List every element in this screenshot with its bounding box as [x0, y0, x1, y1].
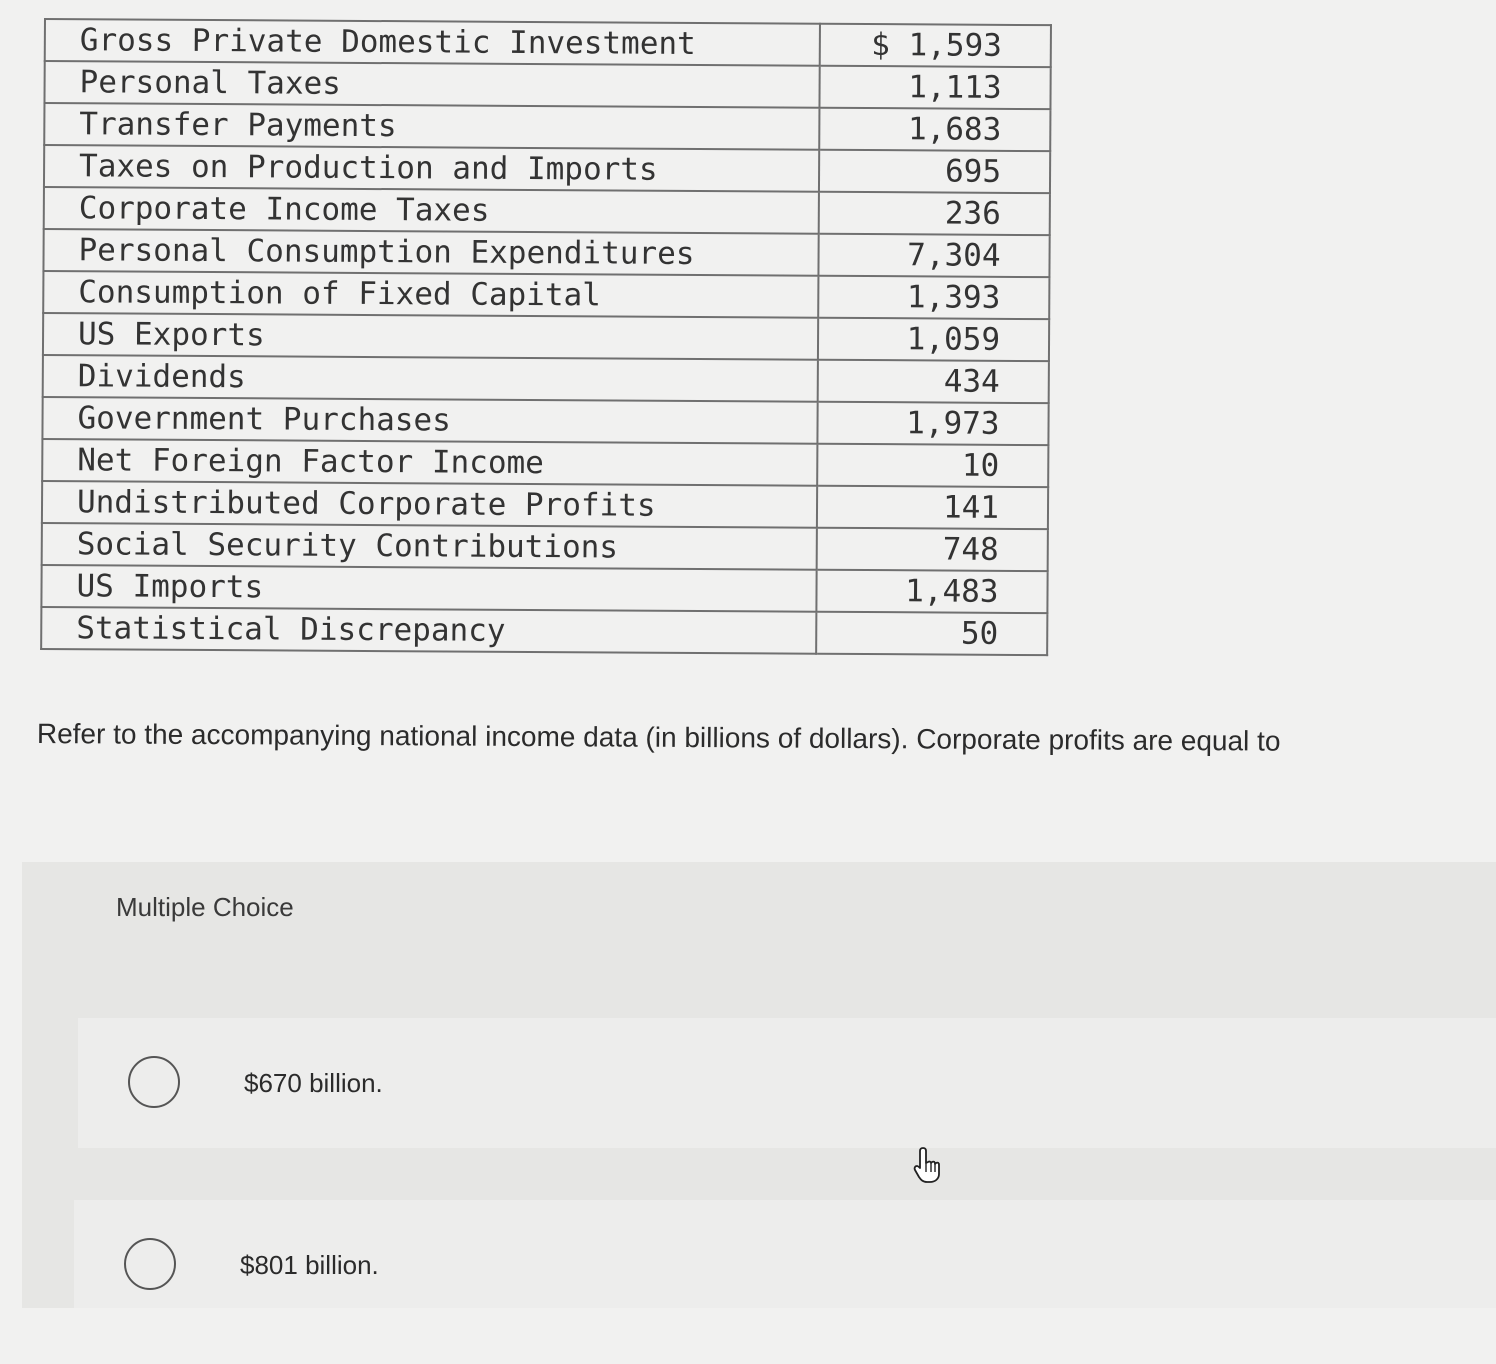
national-income-table — [40, 18, 1052, 656]
table-row — [44, 187, 1050, 235]
table-row — [42, 481, 1048, 529]
row-label: Government Purchases — [42, 397, 817, 444]
table-row — [43, 271, 1049, 319]
table-row — [43, 355, 1049, 403]
row-value: 50 — [816, 612, 1047, 655]
row-value: 434 — [818, 360, 1049, 403]
row-label: Transfer Payments — [44, 103, 819, 150]
row-value: 1,973 — [818, 402, 1049, 445]
row-label: US Imports — [41, 565, 816, 612]
choice-option-2[interactable] — [74, 1200, 1496, 1308]
choice-option-2-label[interactable]: $801 billion. — [240, 1250, 379, 1280]
row-value: 7,304 — [819, 234, 1050, 277]
row-value: 1,113 — [820, 66, 1051, 109]
question-text: Refer to the accompanying national income data (in billions of dollars). Corporate profits are equal to — [36, 718, 1281, 757]
row-label: Net Foreign Factor Income — [42, 439, 817, 486]
row-label: US Exports — [43, 313, 818, 360]
row-value: 1,483 — [817, 570, 1048, 613]
row-value: 141 — [817, 486, 1048, 529]
row-value: 236 — [819, 192, 1050, 235]
row-label: Dividends — [43, 355, 818, 402]
table-row — [42, 439, 1048, 487]
row-value: 1,059 — [818, 318, 1049, 361]
table-row — [44, 61, 1050, 109]
row-label: Consumption of Fixed Capital — [43, 271, 818, 318]
radio-button-option-2[interactable] — [124, 1238, 176, 1290]
table-row — [42, 397, 1048, 445]
row-label: Social Security Contributions — [42, 523, 817, 570]
table-row — [43, 229, 1049, 277]
row-value: 10 — [817, 444, 1048, 487]
choice-option-1-label[interactable]: $670 billion. — [244, 1068, 383, 1098]
choice-option-1[interactable] — [78, 1018, 1496, 1148]
table-row — [45, 19, 1051, 67]
row-value: $ 1,593 — [820, 24, 1051, 67]
row-label: Undistributed Corporate Profits — [42, 481, 817, 528]
table-row — [43, 313, 1049, 361]
row-label: Corporate Income Taxes — [44, 187, 819, 234]
hand-pointer-icon — [912, 1146, 946, 1184]
table-row — [44, 103, 1050, 151]
row-value: 1,683 — [819, 108, 1050, 151]
row-value: 695 — [819, 150, 1050, 193]
table-body — [41, 19, 1051, 655]
row-label: Gross Private Domestic Investment — [45, 19, 820, 66]
radio-button-option-1[interactable] — [128, 1056, 180, 1108]
row-label: Personal Consumption Expenditures — [43, 229, 818, 276]
row-value: 748 — [817, 528, 1048, 571]
table-row — [44, 145, 1050, 193]
row-label: Personal Taxes — [44, 61, 819, 108]
row-label: Taxes on Production and Imports — [44, 145, 819, 192]
table-row — [42, 523, 1048, 571]
row-value: 1,393 — [818, 276, 1049, 319]
table-row — [41, 565, 1047, 613]
multiple-choice-panel — [22, 862, 1496, 1308]
table-row — [41, 607, 1047, 655]
row-label: Statistical Discrepancy — [41, 607, 816, 654]
multiple-choice-header: Multiple Choice — [116, 892, 294, 922]
